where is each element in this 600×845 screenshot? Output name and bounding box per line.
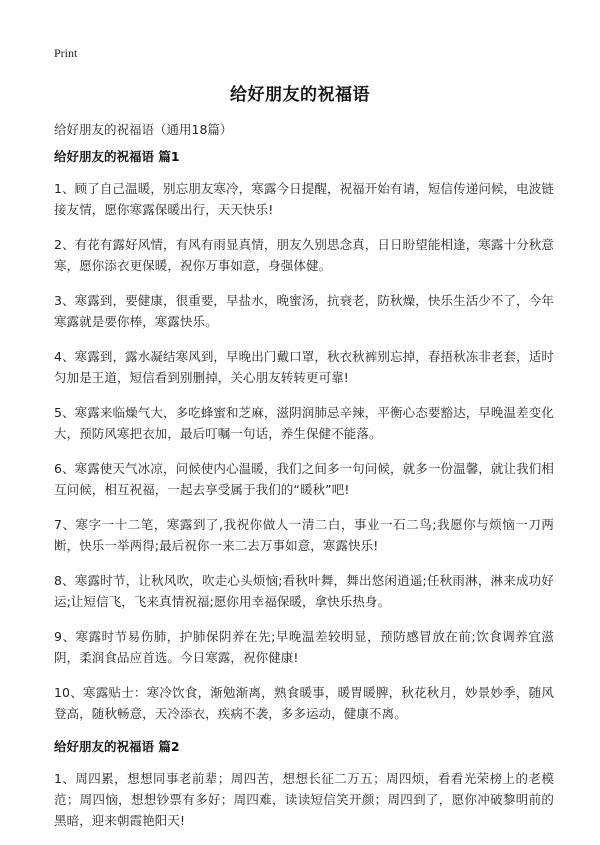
paragraph: 3、寒露到，要健康，很重要，早盐水，晚蜜汤，抗衰老，防秋燥，快乐生活少不了，今年寒露就是要你棒，寒露快乐。 [54, 293, 554, 329]
paragraph: 1、周四累，想想同事老前辈；周四苦，想想长征二万五；周四烦，看看光荣榜上的老模范；周四恼，想想钞票有多好；周四难，读读短信笑开颜；周四到了，愿你冲破黎明前的黑暗，迎来朝霞艳阳天! [54, 771, 554, 828]
document-content [54, 148, 554, 845]
paragraph: 4、寒露到，露水凝结寒风到，早晚出门戴口罩，秋衣秋裤别忘掉，春捂秋冻非老套，适时匀加是王道，短信看到别删掉，关心朋友转转更可靠! [54, 349, 554, 385]
paragraph: 5、寒露来临燥气大，多吃蜂蜜和芝麻，滋阴润肺忌辛辣，平衡心态要豁达，早晚温差变化大，预防风寒把衣加，最后叮嘱一句话，养生保健不能落。 [54, 405, 554, 441]
section-heading: 给好朋友的祝福语 篇2 [54, 739, 180, 754]
section-heading: 给好朋友的祝福语 篇1 [54, 149, 180, 164]
paragraph: 6、寒露使天气冰凉，问候使内心温暖，我们之间多一句问候，就多一份温馨，就让我们相互问候，相互祝福，一起去享受属于我们的“暖秋”吧! [54, 461, 554, 497]
paragraph: 10、寒露贴士：寒冷饮食，渐勉渐离，熟食暖事，暖胃暖脾，秋花秋月，妙景妙季，随风登高，随秋畅意，天冷添衣，疾病不袭，多多运动，健康不离。 [54, 685, 554, 721]
page-title: 给好朋友的祝福语 [230, 85, 370, 105]
paragraph: 7、寒字一十二笔，寒露到了,我祝你做人一清二白，事业一石二鸟;我愿你与烦恼一刀两断，快乐一举两得;最后祝你一来二去万事如意，寒露快乐! [54, 517, 554, 553]
document-subtitle: 给好朋友的祝福语（通用18篇） [54, 122, 233, 137]
print-link[interactable]: Print [54, 46, 78, 60]
section-1 [54, 148, 554, 724]
paragraph: 2、有花有露好风情，有风有雨显真情，朋友久别思念真，日日盼望能相逢，寒露十分秋意寒，愿你添衣更保暖，祝你万事如意，身强体健。 [54, 237, 554, 273]
paragraph: 8、寒露时节，让秋风吹，吹走心头烦恼;看秋叶舞，舞出悠闲逍遥;任秋雨淋，淋来成功好运;让短信飞，飞来真情祝福;愿你用幸福保暖，拿快乐热身。 [54, 573, 554, 609]
paragraph: 9、寒露时节易伤肺，护肺保阴养在先;早晚温差较明显，预防感冒放在前;饮食调养宜滋阴，柔润食品应首选。今日寒露，祝你健康! [54, 629, 554, 665]
paragraph: 1、顾了自己温暖，别忘朋友寒冷，寒露今日提醒，祝福开始有请，短信传递问候，电波链接友情，愿你寒露保暖出行，天天快乐! [54, 181, 554, 217]
section-2 [54, 738, 554, 831]
